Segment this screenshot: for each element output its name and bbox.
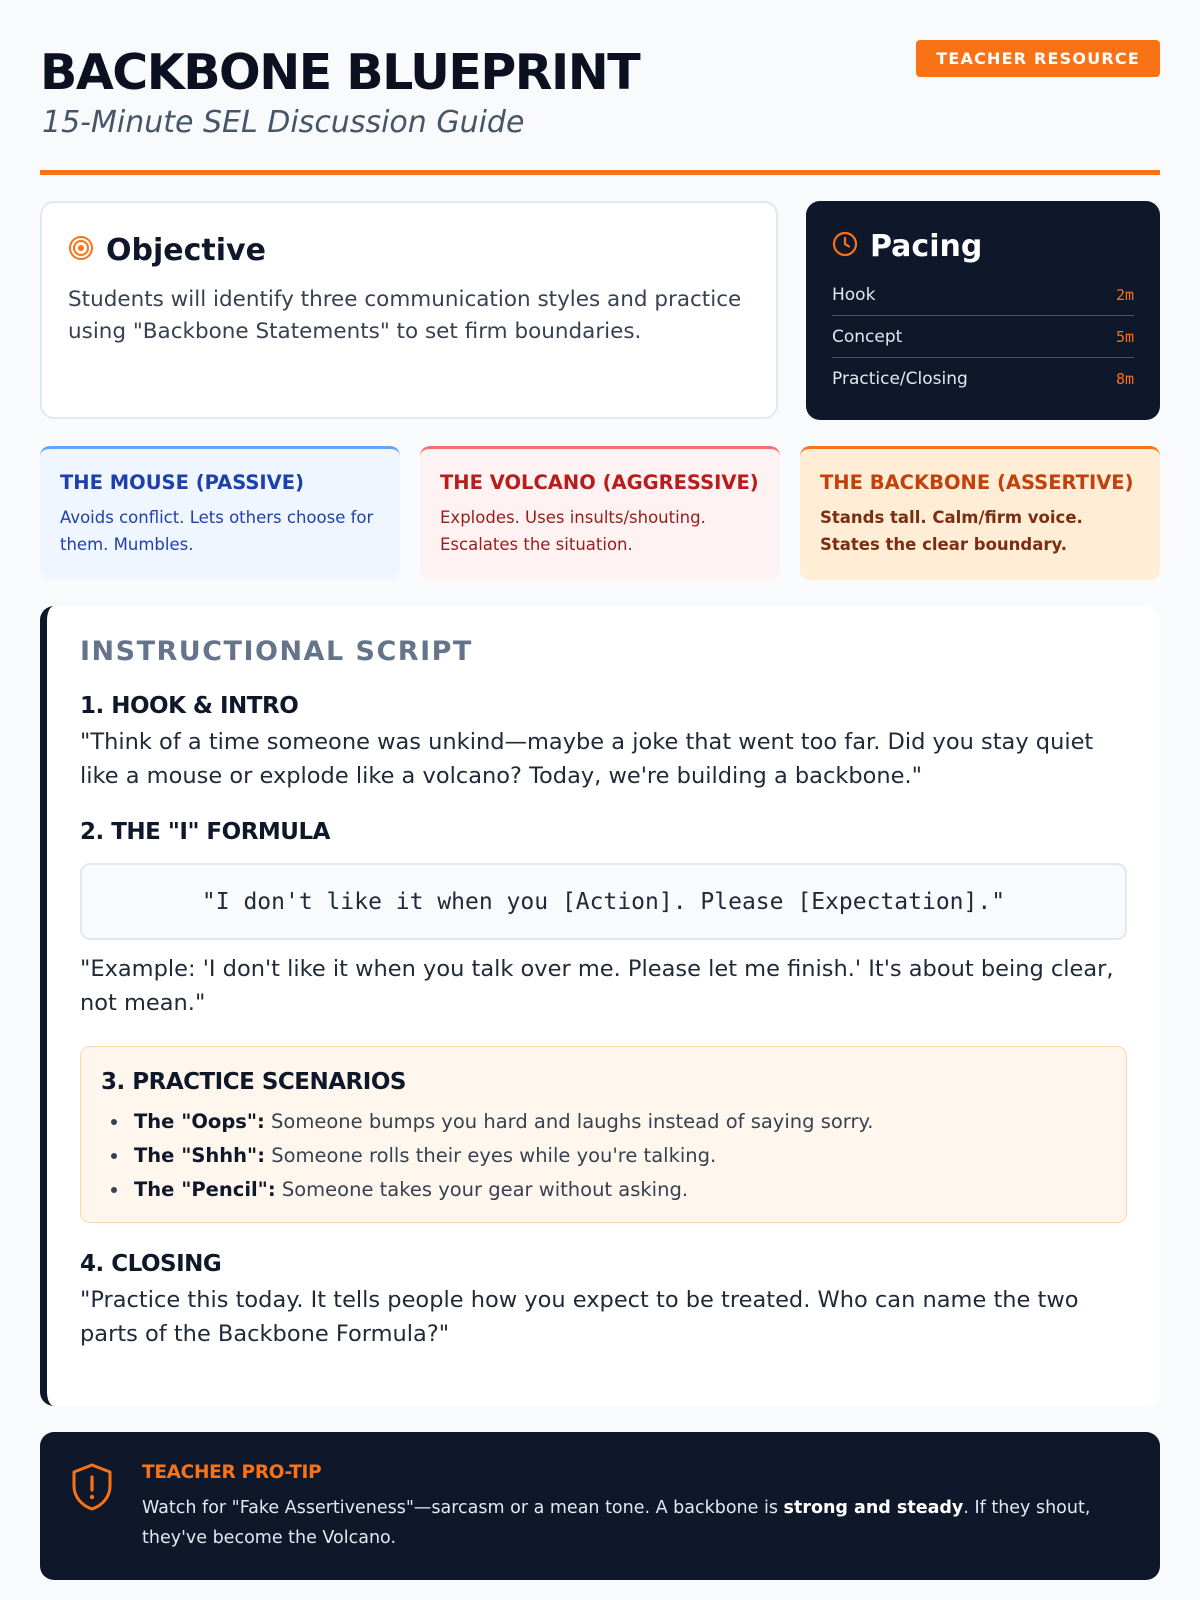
tip-text-after: . If they shout, they've become the Volcano. [142,1498,1091,1548]
list-item [101,1173,1106,1207]
pacing-time: 5m [1115,327,1134,346]
scenario-text: Someone rolls their eyes while you're talking. [265,1144,717,1167]
scenario-list [101,1105,1106,1207]
objective-card [40,201,778,419]
objective-header [68,233,750,268]
shield-alert-icon [70,1462,114,1580]
teacher-pro-tip [40,1432,1160,1580]
closing-text: "Practice this today. It tells people how you expect to be treated. Who can name the two parts of the Backbone Formula?" [80,1287,1079,1347]
hook-title: 1. HOOK & INTRO [80,693,299,719]
tip-title: TEACHER PRO-TIP [142,1462,322,1483]
page-title: BACKBONE BLUEPRINT [40,44,640,101]
practice-title: 3. PRACTICE SCENARIOS [101,1069,406,1095]
style-title: THE BACKBONE (ASSERTIVE) [820,471,1134,494]
pacing-label: Hook [832,284,876,305]
pacing-heading: Pacing [870,229,983,264]
tip-text-before: Watch for "Fake Assertiveness"—sarcasm or a mean tone. A backbone is [142,1498,784,1518]
pacing-row [832,316,1134,358]
style-description: Stands tall. Calm/firm voice. States the clear boundary. [820,508,1083,554]
formula-title: 2. THE "I" FORMULA [80,819,330,845]
objective-heading: Objective [106,233,266,268]
script-title: INSTRUCTIONAL SCRIPT [80,636,473,667]
pacing-label: Practice/Closing [832,369,968,389]
tip-text-bold: strong and steady [783,1498,964,1518]
target-icon [68,235,94,266]
clock-icon [832,231,858,262]
style-card-volcano [420,446,780,580]
communication-styles [40,446,1160,580]
list-item [101,1105,1106,1139]
pacing-row [832,274,1134,316]
objective-text: Students will identify three communication styles and practice using "Backbone Statements" to set firm boundaries. [68,287,742,344]
scenario-text: Someone takes your gear without asking. [275,1178,689,1201]
practice-scenarios [80,1046,1127,1223]
hook-text: "Think of a time someone was unkind—maybe a joke that went too far. Did you stay quiet like a mouse or explode like a volcano? Today, we're building a backbone." [80,729,1094,789]
list-item [101,1139,1106,1173]
teacher-resource-badge: TEACHER RESOURCE [916,40,1160,77]
scenario-name: The "Pencil": [134,1178,276,1201]
page [40,0,1160,1548]
instructional-script [40,606,1160,1406]
pacing-time: 8m [1115,370,1134,388]
scenario-name: The "Shhh": [134,1144,266,1167]
pacing-list [832,274,1134,400]
pacing-label: Concept [832,326,903,347]
style-title: THE VOLCANO (AGGRESSIVE) [440,471,759,494]
style-title: THE MOUSE (PASSIVE) [60,471,304,494]
header [40,0,1160,175]
closing-title: 4. CLOSING [80,1251,222,1277]
tip-text [142,1493,1130,1553]
style-description: Avoids conflict. Lets others choose for them. Mumbles. [60,508,374,554]
page-subtitle: 15-Minute SEL Discussion Guide [42,105,525,140]
pacing-row [832,358,1134,400]
style-description: Explodes. Uses insults/shouting. Escalates the situation. [440,508,706,554]
style-card-backbone [800,446,1160,580]
style-card-mouse [40,446,400,580]
scenario-name: The "Oops": [134,1110,265,1133]
pacing-card [806,201,1160,420]
pacing-time: 2m [1115,285,1134,304]
formula-example: "Example: 'I don't like it when you talk over me. Please let me finish.' It's about being clear, not mean." [80,956,1114,1016]
formula-box: "I don't like it when you [Action]. Please [Expectation]." [80,863,1127,940]
tip-content [142,1462,1130,1580]
scenario-text: Someone bumps you hard and laughs instead of saying sorry. [264,1110,874,1133]
pacing-header [832,229,1134,264]
